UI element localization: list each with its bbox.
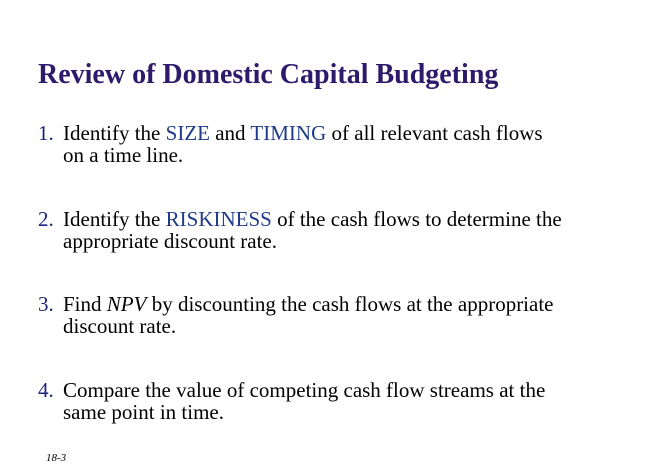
highlight-term: RISKINESS <box>165 207 272 231</box>
npv-term: NPV <box>106 292 147 316</box>
slide-number: 18-3 <box>46 452 67 464</box>
slide-title: Review of Domestic Capital Budgeting <box>38 59 499 90</box>
item-number: 4. <box>38 378 54 402</box>
item-text: of all relevant cash flows <box>326 121 543 145</box>
item-continuation: on a time line. <box>63 143 184 167</box>
item-continuation: appropriate discount rate. <box>63 229 277 253</box>
item-text: Identify the <box>63 207 166 231</box>
item-number: 1. <box>38 121 54 145</box>
highlight-term: SIZE <box>165 121 210 145</box>
item-text: Identify the <box>63 121 166 145</box>
item-continuation: discount rate. <box>63 314 177 338</box>
item-text: Compare the value of competing cash flow streams at the <box>63 378 546 402</box>
item-continuation: same point in time. <box>63 400 224 424</box>
list-item-1 <box>38 122 543 166</box>
item-text: Find <box>63 292 107 316</box>
list-item-4 <box>38 379 545 423</box>
highlight-term: TIMING <box>250 121 327 145</box>
list-item-3 <box>38 293 554 337</box>
item-text: by discounting the cash flows at the appropriate <box>146 292 554 316</box>
item-text: of the cash flows to determine the <box>271 207 562 231</box>
item-text: and <box>209 121 251 145</box>
item-number: 2. <box>38 207 54 231</box>
item-number: 3. <box>38 292 54 316</box>
list-item-2 <box>38 208 562 252</box>
